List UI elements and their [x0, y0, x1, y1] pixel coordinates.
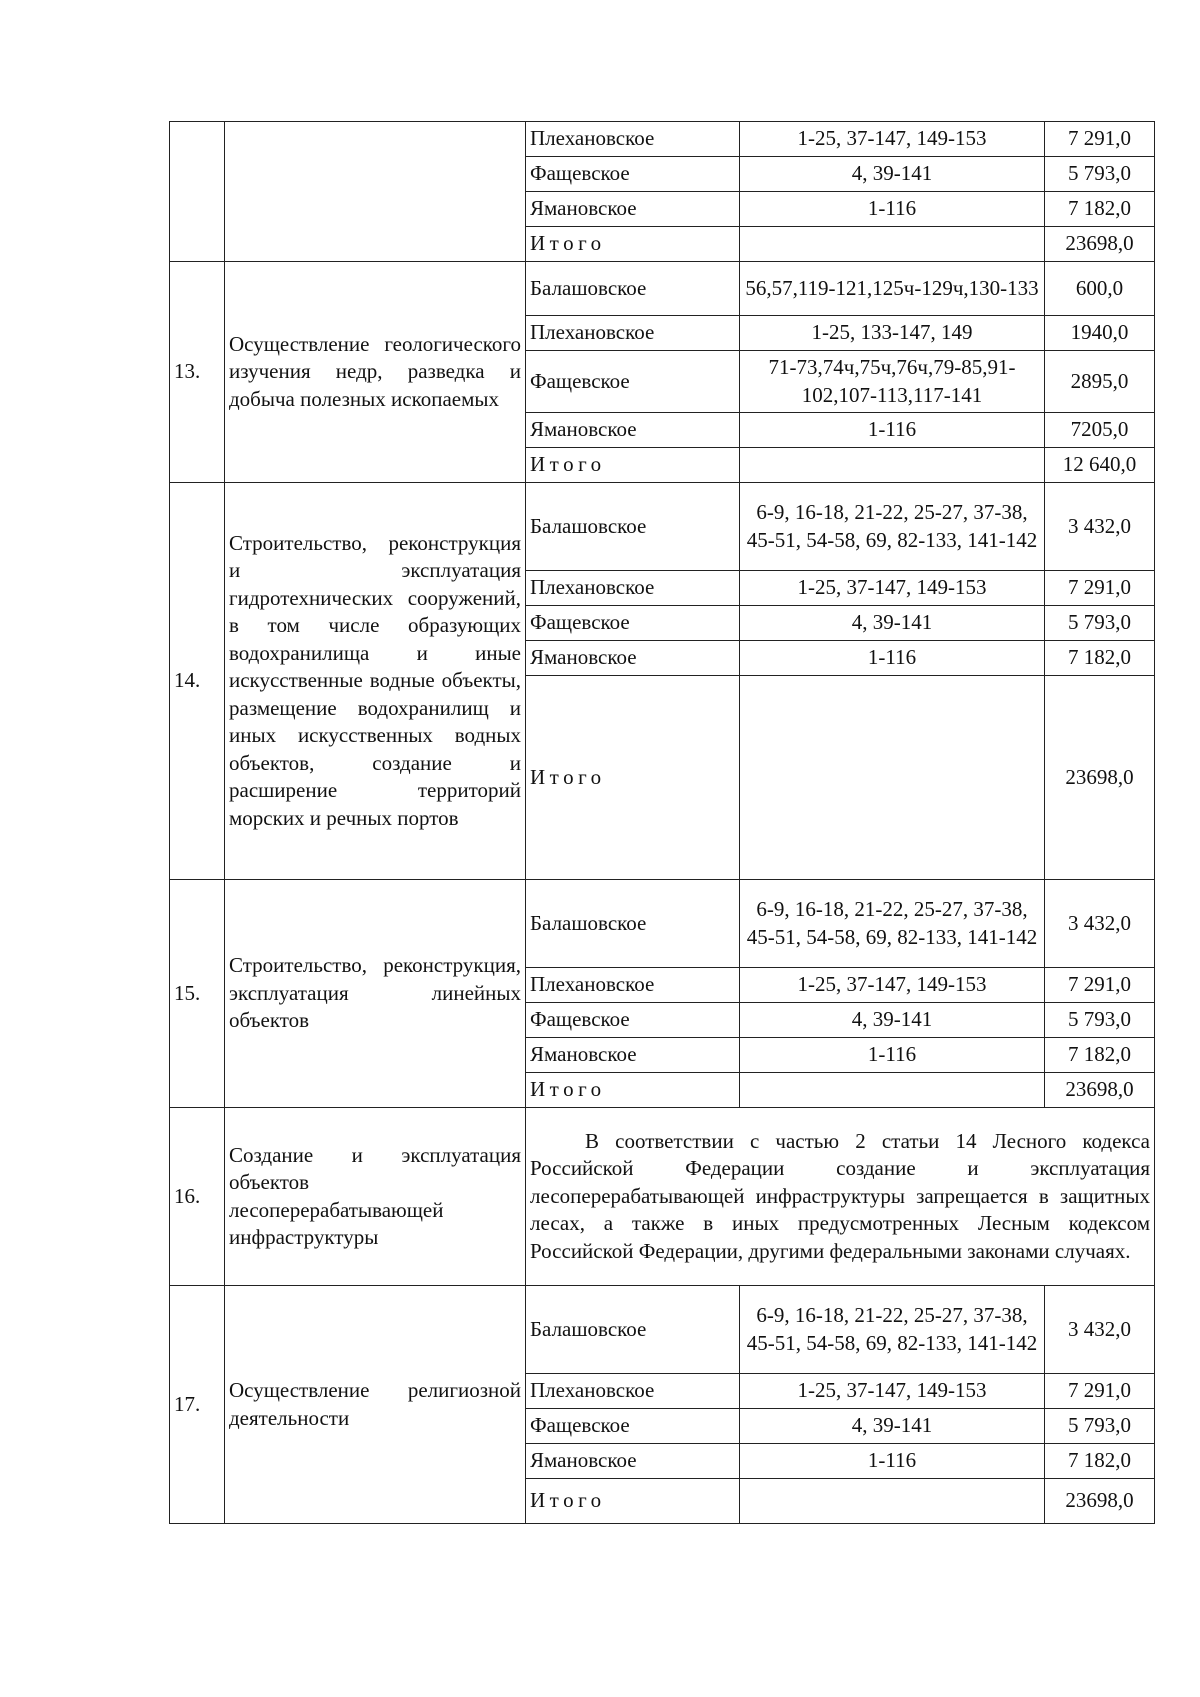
- area-cell: 3 432,0: [1045, 880, 1155, 968]
- forestry-cell: Фащевское: [526, 606, 740, 641]
- legal-note-cell: [526, 1108, 1155, 1286]
- table-row: [170, 1108, 1155, 1286]
- area-cell: 7 182,0: [1045, 1444, 1155, 1479]
- quarters-cell: 6-9, 16-18, 21-22, 25-27, 37-38, 45-51, 54-58, 69, 82-133, 141-142: [740, 880, 1045, 968]
- area-cell: 7 291,0: [1045, 1374, 1155, 1409]
- area-cell: 7 182,0: [1045, 1038, 1155, 1073]
- total-label: Итого: [526, 1073, 740, 1108]
- area-cell: 5 793,0: [1045, 1003, 1155, 1038]
- row-number: 17.: [170, 1286, 225, 1524]
- forestry-cell: Балашовское: [526, 483, 740, 571]
- forestry-cell: Фащевское: [526, 351, 740, 413]
- quarters-cell: 1-25, 133-147, 149: [740, 316, 1045, 351]
- quarters-cell: 1-116: [740, 192, 1045, 227]
- row-number: 16.: [170, 1108, 225, 1286]
- quarters-cell: 71-73,74ч,75ч,76ч,79-85,91-102,107-113,117-141: [740, 351, 1045, 413]
- forestry-cell: Плехановское: [526, 1374, 740, 1409]
- quarters-cell: 1-25, 37-147, 149-153: [740, 968, 1045, 1003]
- total-label: Итого: [526, 448, 740, 483]
- forestry-cell: Плехановское: [526, 122, 740, 157]
- total-label: Итого: [526, 1479, 740, 1524]
- area-cell: 7 291,0: [1045, 122, 1155, 157]
- quarters-cell: 4, 39-141: [740, 1409, 1045, 1444]
- forestry-cell: Фащевское: [526, 157, 740, 192]
- quarters-cell: [740, 1073, 1045, 1108]
- forestry-cell: Балашовское: [526, 1286, 740, 1374]
- table-row: [170, 1286, 1155, 1374]
- row-number: 14.: [170, 483, 225, 880]
- quarters-cell: 1-116: [740, 1038, 1045, 1073]
- area-cell: 5 793,0: [1045, 1409, 1155, 1444]
- row-number: 15.: [170, 880, 225, 1108]
- table-row: [170, 483, 1155, 571]
- quarters-cell: 1-116: [740, 641, 1045, 676]
- forestry-cell: Ямановское: [526, 413, 740, 448]
- forestry-cell: Фащевское: [526, 1409, 740, 1444]
- row-number: 13.: [170, 262, 225, 483]
- quarters-cell: [740, 448, 1045, 483]
- forestry-cell: Ямановское: [526, 1038, 740, 1073]
- total-area: 23698,0: [1045, 1479, 1155, 1524]
- quarters-cell: [740, 227, 1045, 262]
- area-cell: 7 291,0: [1045, 571, 1155, 606]
- total-area: 23698,0: [1045, 227, 1155, 262]
- area-cell: 3 432,0: [1045, 1286, 1155, 1374]
- legal-note: В соответствии с частью 2 статьи 14 Лесного кодекса Российской Федерации создание и эксплуатация лесоперерабатывающей инфраструктуры запрещается в защитных лесах, а также в иных предусмотренных Лесным кодексом Российской Федерации, другими федеральными законами случаях.: [530, 1128, 1150, 1263]
- quarters-cell: 1-116: [740, 1444, 1045, 1479]
- forestry-cell: Плехановское: [526, 968, 740, 1003]
- forestry-cell: Плехановское: [526, 571, 740, 606]
- quarters-cell: 6-9, 16-18, 21-22, 25-27, 37-38, 45-51, 54-58, 69, 82-133, 141-142: [740, 1286, 1045, 1374]
- forestry-cell: Фащевское: [526, 1003, 740, 1038]
- area-cell: 1940,0: [1045, 316, 1155, 351]
- area-cell: 7 182,0: [1045, 192, 1155, 227]
- forestry-cell: Ямановское: [526, 641, 740, 676]
- total-area: 23698,0: [1045, 1073, 1155, 1108]
- area-cell: 2895,0: [1045, 351, 1155, 413]
- forestry-cell: Ямановское: [526, 1444, 740, 1479]
- quarters-cell: 4, 39-141: [740, 157, 1045, 192]
- forestry-cell: Балашовское: [526, 880, 740, 968]
- activity-name: Осуществление религиозной деятельности: [225, 1286, 526, 1524]
- total-area: 12 640,0: [1045, 448, 1155, 483]
- activity-cell: [225, 122, 526, 262]
- forestry-cell: Плехановское: [526, 316, 740, 351]
- quarters-cell: [740, 1479, 1045, 1524]
- quarters-cell: 1-25, 37-147, 149-153: [740, 122, 1045, 157]
- quarters-cell: 1-25, 37-147, 149-153: [740, 571, 1045, 606]
- table-row: [170, 880, 1155, 968]
- area-cell: 7 182,0: [1045, 641, 1155, 676]
- quarters-cell: [740, 676, 1045, 880]
- activity-name: Создание и эксплуатация объектов лесоперерабатывающей инфраструктуры: [225, 1108, 526, 1286]
- area-cell: 7205,0: [1045, 413, 1155, 448]
- forestry-cell: Балашовское: [526, 262, 740, 316]
- quarters-cell: 4, 39-141: [740, 606, 1045, 641]
- total-area: 23698,0: [1045, 676, 1155, 880]
- quarters-cell: 56,57,119-121,125ч-129ч,130-133: [740, 262, 1045, 316]
- table-row: [170, 262, 1155, 316]
- activity-name: Осуществление геологического изучения недр, разведка и добыча полезных ископаемых: [225, 262, 526, 483]
- activity-name: Строительство, реконструкция и эксплуатация гидротехнических сооружений, в том числе образующих водохранилища и иные искусственные водные объекты, размещение водохранилищ и иных искусственных водных объектов, создание и расширение территорий морских и речных портов: [225, 483, 526, 880]
- area-cell: 5 793,0: [1045, 606, 1155, 641]
- forestry-cell: Ямановское: [526, 192, 740, 227]
- total-label: Итого: [526, 676, 740, 880]
- quarters-cell: 6-9, 16-18, 21-22, 25-27, 37-38, 45-51, 54-58, 69, 82-133, 141-142: [740, 483, 1045, 571]
- area-cell: 7 291,0: [1045, 968, 1155, 1003]
- quarters-cell: 1-116: [740, 413, 1045, 448]
- area-cell: 3 432,0: [1045, 483, 1155, 571]
- row-number-cell: [170, 122, 225, 262]
- table-row: [170, 122, 1155, 157]
- activity-name: Строительство, реконструкция, эксплуатация линейных объектов: [225, 880, 526, 1108]
- quarters-cell: 4, 39-141: [740, 1003, 1045, 1038]
- quarters-cell: 1-25, 37-147, 149-153: [740, 1374, 1045, 1409]
- total-label: Итого: [526, 227, 740, 262]
- area-cell: 600,0: [1045, 262, 1155, 316]
- area-cell: 5 793,0: [1045, 157, 1155, 192]
- forest-use-table: [169, 121, 1155, 1524]
